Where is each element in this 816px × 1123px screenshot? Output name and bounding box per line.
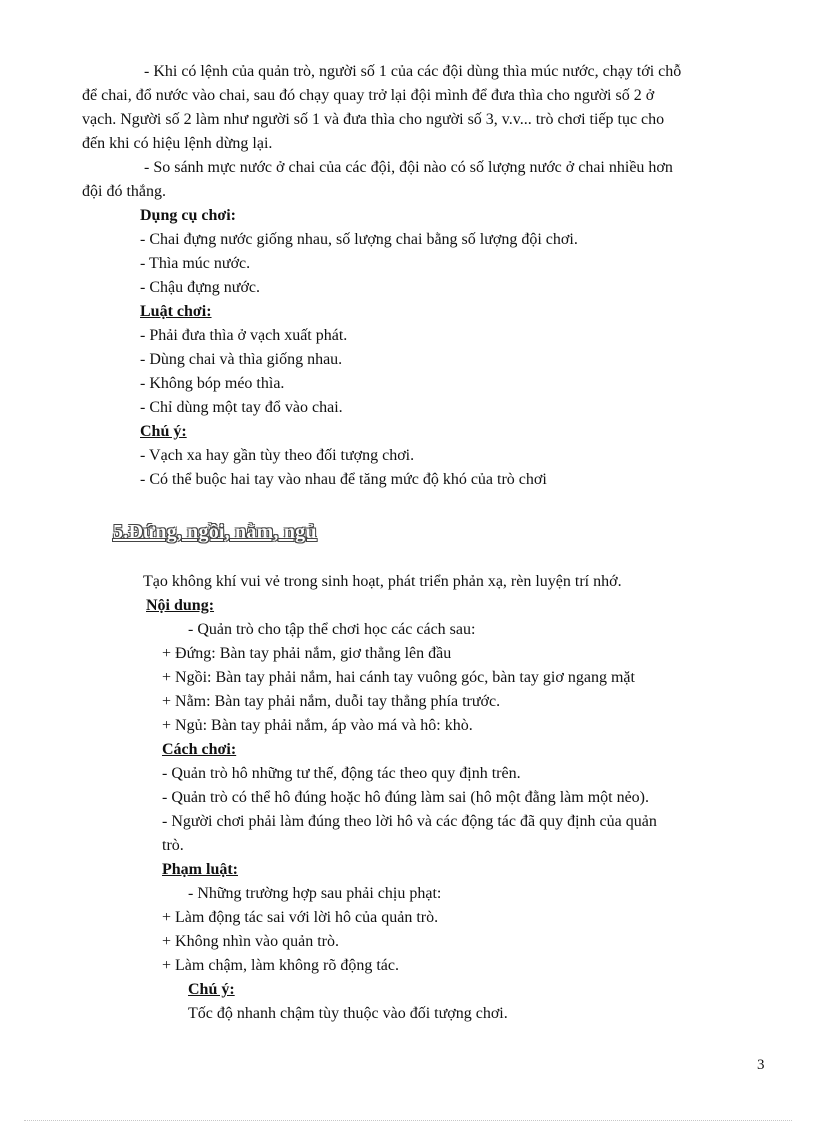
rule-text: vạch. Người số 2 làm như người số 1 và đưa thìa cho người số 3, v.v... trò chơi tiếp tục cho (82, 111, 665, 128)
subheading-rules: Luật chơi: (140, 303, 212, 320)
list-item: - Thìa múc nước. (140, 255, 251, 272)
list-item: - Phải đưa thìa ở vạch xuất phát. (140, 327, 348, 344)
rule-text: đội đó thắng. (82, 183, 166, 200)
list-item: + Không nhìn vào quản trò. (162, 933, 339, 950)
section-heading: 5.Đứng, ngồi, nằm, ngủ (113, 521, 317, 543)
section-intro: Tạo không khí vui vẻ trong sinh hoạt, phát triển phản xạ, rèn luyện trí nhớ. (143, 573, 622, 590)
rule-text: để chai, đổ nước vào chai, sau đó chạy quay trở lại đội mình để đưa thìa cho người số 2 ở (82, 87, 655, 104)
list-item: - Dùng chai và thìa giống nhau. (140, 351, 343, 368)
list-item: + Làm chậm, làm không rõ động tác. (162, 957, 399, 974)
list-item: - Chai đựng nước giống nhau, số lượng chai bằng số lượng đội chơi. (140, 231, 578, 248)
list-item: - Quản trò có thể hô đúng hoặc hô đúng làm sai (hô một đằng làm một nẻo). (162, 789, 650, 806)
rule-text: đến khi có hiệu lệnh dừng lại. (82, 135, 273, 152)
subheading-note: Chú ý: (140, 423, 187, 440)
list-item: - Vạch xa hay gần tùy theo đối tượng chơi. (140, 447, 415, 464)
footer-divider (24, 1120, 792, 1121)
list-item: trò. (162, 837, 184, 854)
subheading-note-2: Chú ý: (188, 981, 235, 998)
subheading-equipment: Dụng cụ chơi: (140, 207, 236, 224)
list-item: - Không bóp méo thìa. (140, 375, 285, 392)
list-item: + Đứng: Bàn tay phải nắm, giơ thẳng lên đầu (162, 645, 452, 662)
subheading-violations: Phạm luật: (162, 861, 238, 878)
list-item: + Nằm: Bàn tay phải nắm, duỗi tay thẳng phía trước. (162, 693, 501, 710)
list-item: + Ngồi: Bàn tay phải nắm, hai cánh tay vuông góc, bàn tay giơ ngang mặt (162, 669, 635, 686)
list-item: - Người chơi phải làm đúng theo lời hô và các động tác đã quy định của quản (162, 813, 657, 830)
page-number: 3 (757, 1057, 765, 1073)
subheading-how-to-play: Cách chơi: (162, 741, 237, 758)
rule-text: - So sánh mực nước ở chai của các đội, đội nào có số lượng nước ở chai nhiều hơn (144, 159, 673, 176)
list-item: - Chỉ dùng một tay đổ vào chai. (140, 399, 343, 416)
list-item: - Quản trò cho tập thể chơi học các cách sau: (188, 621, 476, 638)
list-item: - Chậu đựng nước. (140, 279, 261, 296)
note-text: Tốc độ nhanh chậm tùy thuộc vào đối tượng chơi. (188, 1005, 508, 1022)
subheading-content: Nội dung: (146, 597, 215, 614)
rule-text: - Khi có lệnh của quản trò, người số 1 của các đội dùng thìa múc nước, chạy tới chỗ (144, 63, 682, 80)
list-item: + Làm động tác sai với lời hô của quản trò. (162, 909, 439, 926)
list-item: - Có thể buộc hai tay vào nhau để tăng mức độ khó của trò chơi (140, 471, 547, 488)
list-item: - Quản trò hô những tư thế, động tác theo quy định trên. (162, 765, 521, 782)
list-item: + Ngủ: Bàn tay phải nắm, áp vào má và hô: khò. (162, 717, 473, 734)
list-item: - Những trường hợp sau phải chịu phạt: (188, 885, 442, 902)
